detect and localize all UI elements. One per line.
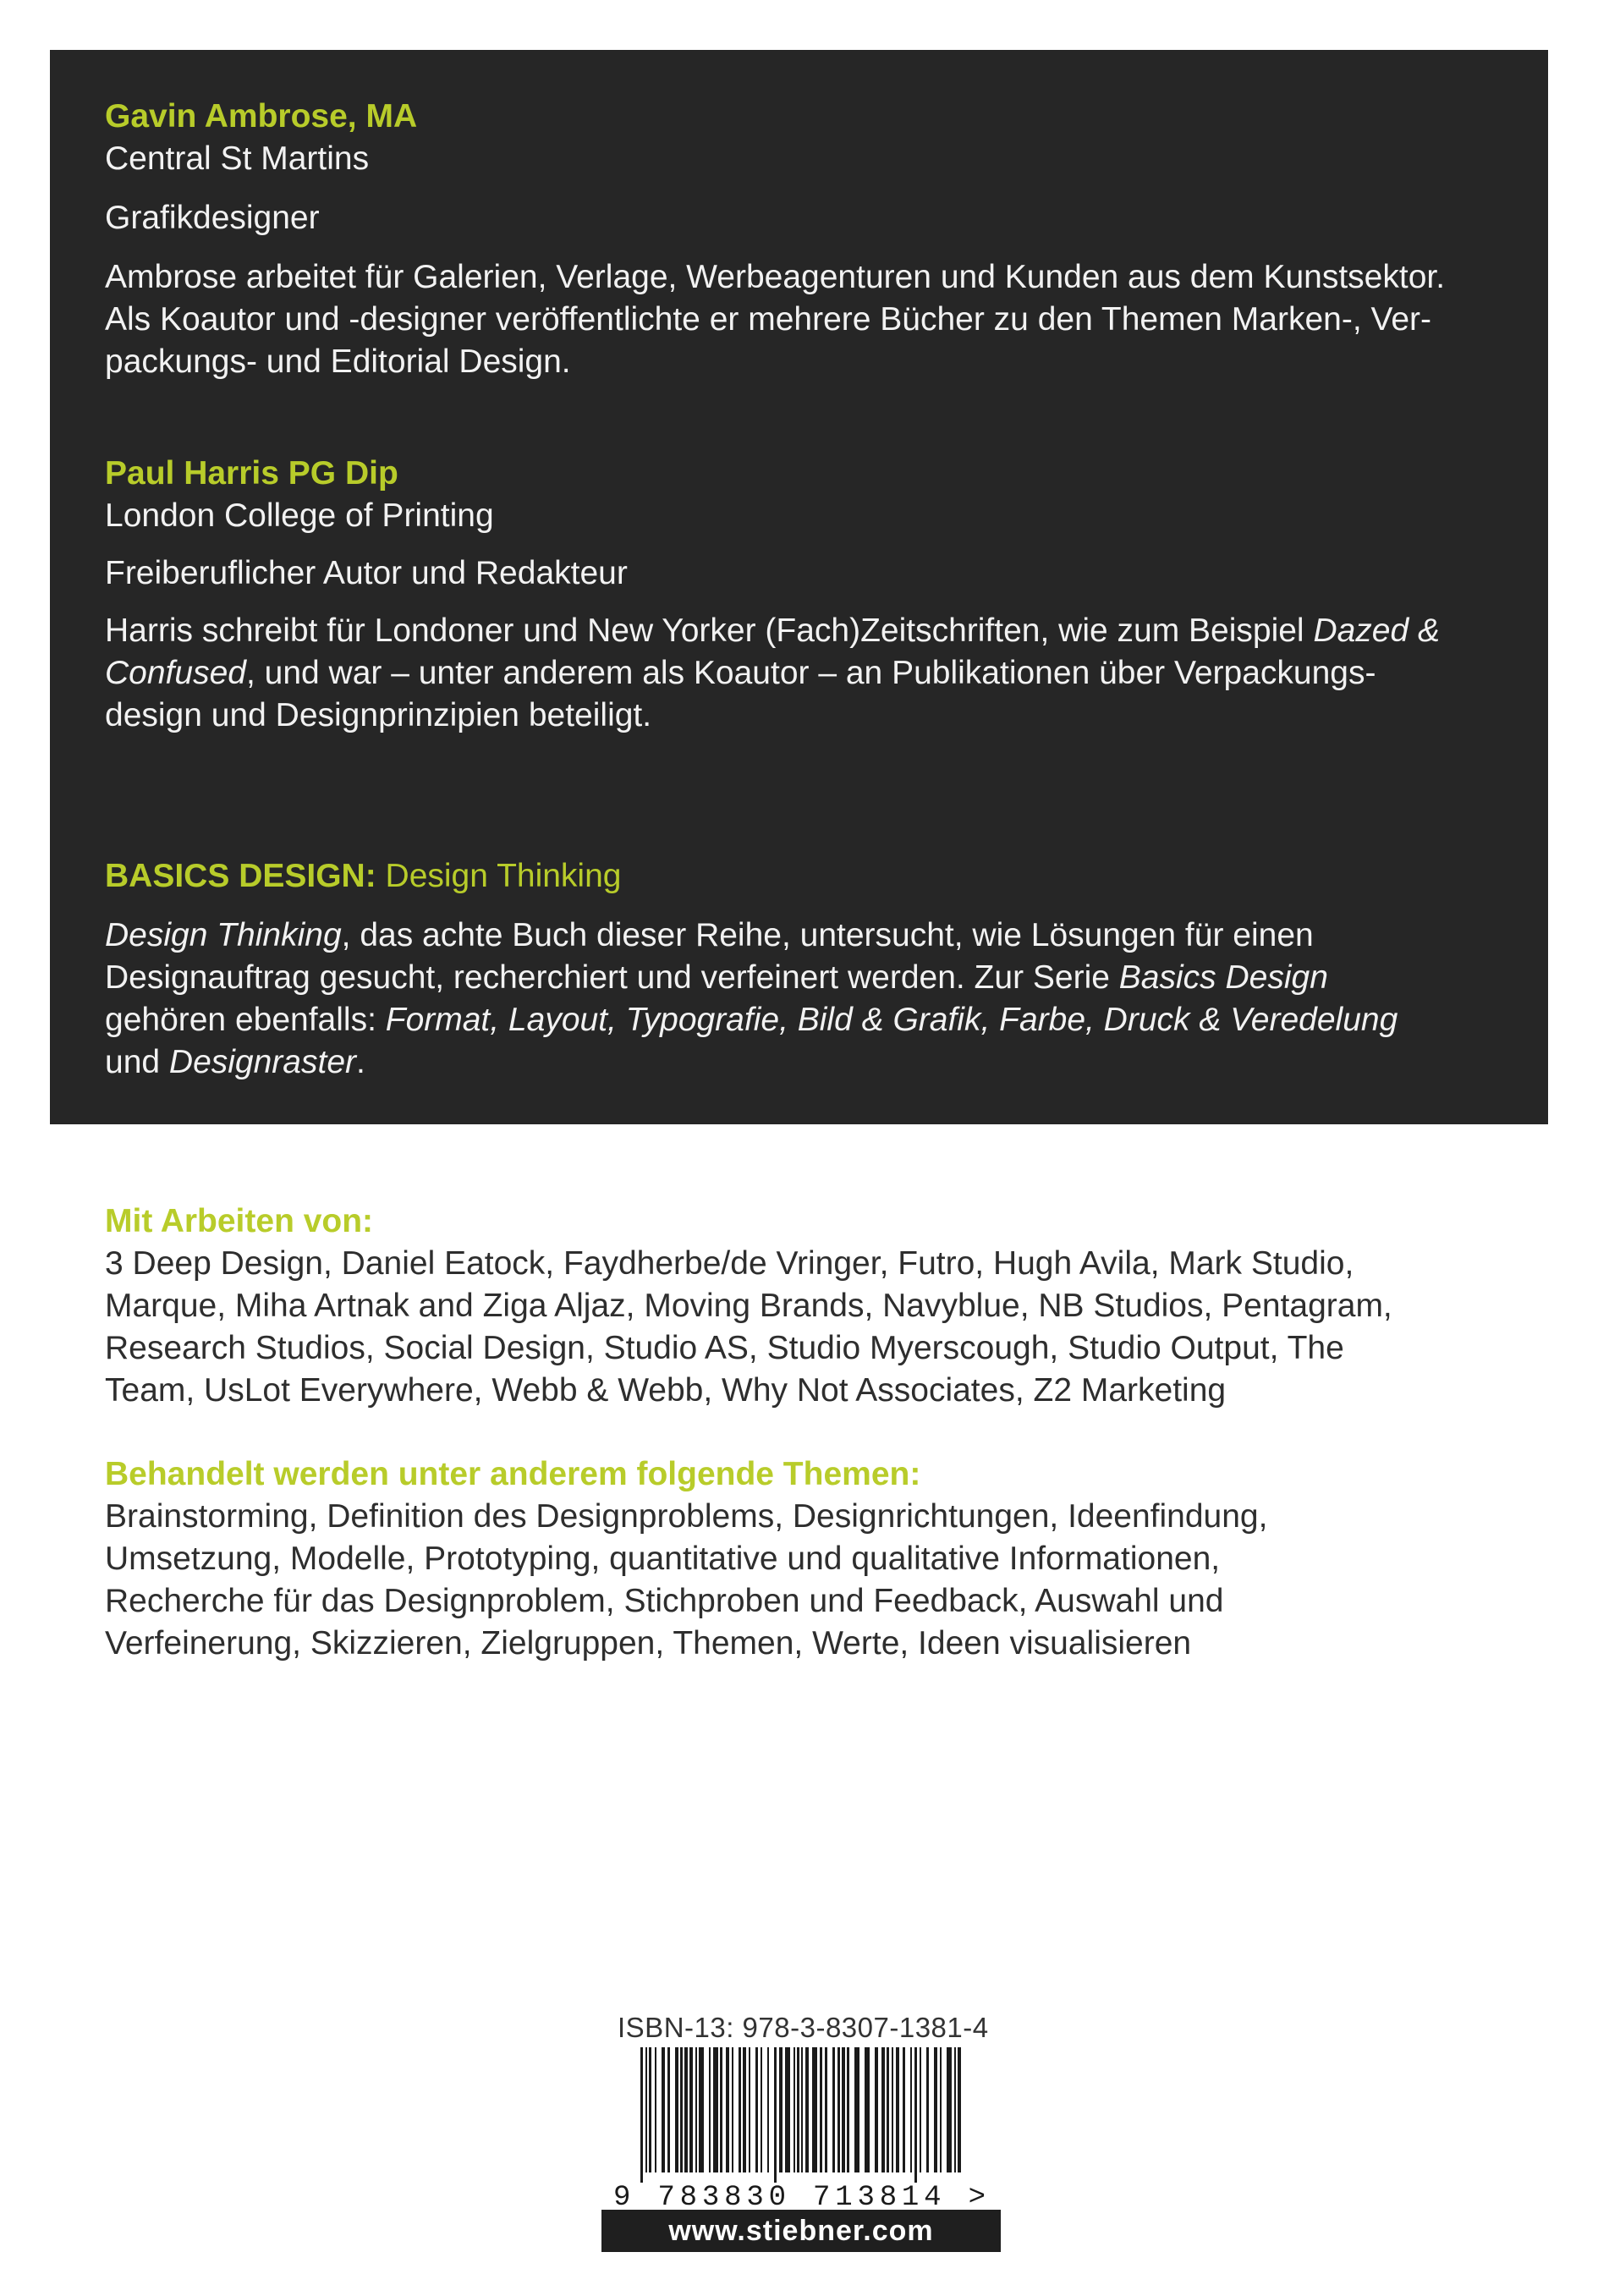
barcode-bar bbox=[779, 2047, 783, 2172]
barcode-bar bbox=[755, 2047, 758, 2172]
author2-section bbox=[105, 453, 1492, 737]
barcode-bar bbox=[743, 2047, 746, 2172]
barcode-bar bbox=[887, 2047, 889, 2172]
barcode-bar bbox=[785, 2047, 790, 2172]
barcode-bar bbox=[903, 2047, 905, 2172]
barcode-bar bbox=[695, 2047, 697, 2172]
barcode-bar bbox=[940, 2047, 942, 2172]
series-section bbox=[105, 855, 1492, 1084]
barcode-bar bbox=[801, 2047, 803, 2172]
barcode-bar bbox=[910, 2047, 912, 2172]
barcode-bar bbox=[699, 2047, 704, 2172]
topics-section bbox=[105, 1453, 1492, 1665]
author1-bio-line: Als Koautor und -designer veröffentlichte er mehrere Bücher zu den Themen Marken-, Ver- bbox=[105, 301, 1432, 338]
contributors-line: 3 Deep Design, Daniel Eatock, Faydherbe/de Vringer, Futro, Hugh Avila, Mark Studio, bbox=[105, 1245, 1354, 1282]
series-heading bbox=[105, 855, 1492, 898]
publisher-url: www.stiebner.com bbox=[601, 2210, 1001, 2252]
series-desc-text: , das achte Buch dieser Reihe, untersucht, wie Lösungen für einen bbox=[341, 917, 1314, 953]
barcode-bar bbox=[662, 2047, 665, 2172]
barcode-bar bbox=[713, 2047, 718, 2172]
barcode-digits: 9 783830 713814 > bbox=[613, 2182, 986, 2208]
contributors-section bbox=[105, 1200, 1492, 1412]
series-desc-text: gehören ebenfalls: bbox=[105, 1002, 386, 1038]
barcode-bar bbox=[842, 2047, 845, 2172]
barcode-bar bbox=[797, 2047, 799, 2172]
barcode bbox=[603, 2047, 1001, 2208]
barcode-bar bbox=[720, 2047, 722, 2172]
barcode-bar bbox=[832, 2047, 835, 2172]
barcode-bar bbox=[655, 2047, 656, 2172]
author2-bio bbox=[105, 610, 1492, 737]
barcode-bar bbox=[847, 2047, 849, 2172]
barcode-bar bbox=[892, 2047, 893, 2172]
series-desc-text: Designauftrag gesucht, recherchiert und verfeinert werden. Zur Serie bbox=[105, 959, 1119, 996]
contributors-heading: Mit Arbeiten von: bbox=[105, 1203, 374, 1239]
barcode-bar bbox=[875, 2047, 878, 2172]
author1-bio-line: packungs- und Editorial Design. bbox=[105, 343, 571, 380]
barcode-bar bbox=[680, 2047, 683, 2172]
series-label: BASICS DESIGN: bbox=[105, 858, 376, 894]
author2-bio-text: , und war – unter anderem als Koautor – an Publikationen über Verpackungs- bbox=[245, 655, 1376, 691]
series-desc-emphasis: Basics Design bbox=[1118, 959, 1328, 996]
barcode-bar bbox=[914, 2047, 917, 2183]
barcode-bar bbox=[958, 2047, 961, 2172]
barcode-bar bbox=[954, 2047, 956, 2172]
series-description bbox=[105, 915, 1492, 1084]
barcode-bar bbox=[667, 2047, 670, 2172]
author1-bio bbox=[105, 256, 1492, 383]
barcode-bar bbox=[749, 2047, 750, 2172]
barcode-bar bbox=[881, 2047, 885, 2172]
barcode-bar bbox=[812, 2047, 817, 2172]
barcode-bar bbox=[920, 2047, 921, 2172]
series-desc-emphasis: Designraster bbox=[168, 1044, 356, 1080]
author2-bio-emphasis: Dazed & bbox=[1313, 612, 1441, 649]
barcode-bar bbox=[649, 2047, 651, 2172]
topics-heading: Behandelt werden unter anderem folgende Themen: bbox=[105, 1456, 921, 1492]
barcode-bar bbox=[689, 2047, 693, 2172]
series-title: Design Thinking bbox=[376, 858, 622, 894]
barcode-bar bbox=[645, 2047, 647, 2172]
barcode-bar bbox=[774, 2047, 777, 2183]
contributors-line: Marque, Miha Artnak and Ziga Aljaz, Moving Brands, Navyblue, NB Studios, Pentagram, bbox=[105, 1288, 1392, 1324]
topics-line: Recherche für das Designproblem, Stichproben und Feedback, Auswahl und bbox=[105, 1583, 1224, 1619]
author2-bio-text: Harris schreibt für Londoner und New Yorker (Fach)Zeitschriften, wie zum Beispiel bbox=[105, 612, 1314, 649]
barcode-bar bbox=[684, 2047, 688, 2172]
barcode-bar bbox=[820, 2047, 822, 2172]
series-desc-emphasis: Design Thinking bbox=[105, 917, 342, 953]
contributors-line: Research Studios, Social Design, Studio AS, Studio Myerscough, Studio Output, The bbox=[105, 1330, 1344, 1366]
barcode-bar bbox=[709, 2047, 711, 2172]
author2-role: Freiberuflicher Autor und Redakteur bbox=[105, 555, 628, 591]
barcode-bar bbox=[896, 2047, 899, 2172]
author1-school: Central St Martins bbox=[105, 140, 370, 177]
barcode-bar bbox=[825, 2047, 827, 2172]
isbn-label: ISBN-13: 978-3-8307-1381-4 bbox=[618, 2012, 989, 2043]
author2-bio-emphasis: Confused bbox=[105, 655, 246, 691]
barcode-bar bbox=[732, 2047, 733, 2172]
series-desc-text: und bbox=[105, 1044, 169, 1080]
barcode-bar bbox=[865, 2047, 870, 2172]
barcode-bar bbox=[739, 2047, 741, 2172]
barcode-bar bbox=[947, 2047, 952, 2172]
author2-bio-text: design und Designprinzipien beteiligt. bbox=[105, 697, 652, 733]
topics-line: Brainstorming, Definition des Designproblems, Designrichtungen, Ideenfindung, bbox=[105, 1498, 1268, 1535]
barcode-bar bbox=[854, 2047, 859, 2172]
barcode-bar bbox=[675, 2047, 678, 2172]
topics-list bbox=[105, 1496, 1492, 1665]
author1-bio-line: Ambrose arbeitet für Galerien, Verlage, Werbeagenturen und Kunden aus dem Kunstsektor. bbox=[105, 259, 1446, 295]
contributors-line: Team, UsLot Everywhere, Webb & Webb, Why Not Associates, Z2 Marketing bbox=[105, 1372, 1227, 1409]
author1-section bbox=[105, 96, 1492, 383]
author1-role: Grafikdesigner bbox=[105, 200, 320, 236]
barcode-bar bbox=[761, 2047, 762, 2172]
barcode-bar bbox=[934, 2047, 937, 2172]
barcode-bar bbox=[726, 2047, 729, 2172]
series-desc-text: . bbox=[356, 1044, 365, 1080]
barcode-bar bbox=[640, 2047, 643, 2183]
barcode-bar bbox=[837, 2047, 840, 2172]
barcode-bar bbox=[794, 2047, 795, 2172]
contributors-list bbox=[105, 1243, 1492, 1412]
author1-name: Gavin Ambrose, MA bbox=[105, 98, 418, 135]
barcode-bar bbox=[767, 2047, 769, 2172]
topics-line: Verfeinerung, Skizzieren, Zielgruppen, Themen, Werte, Ideen visualisieren bbox=[105, 1625, 1192, 1662]
barcode-bar bbox=[926, 2047, 929, 2172]
author2-name: Paul Harris PG Dip bbox=[105, 455, 398, 492]
topics-line: Umsetzung, Modelle, Prototyping, quantitative und qualitative Informationen, bbox=[105, 1541, 1221, 1577]
series-desc-emphasis: Format, Layout, Typografie, Bild & Grafik, Farbe, Druck & Veredelung bbox=[385, 1002, 1398, 1038]
author2-school: London College of Printing bbox=[105, 497, 494, 534]
barcode-bar bbox=[805, 2047, 809, 2172]
